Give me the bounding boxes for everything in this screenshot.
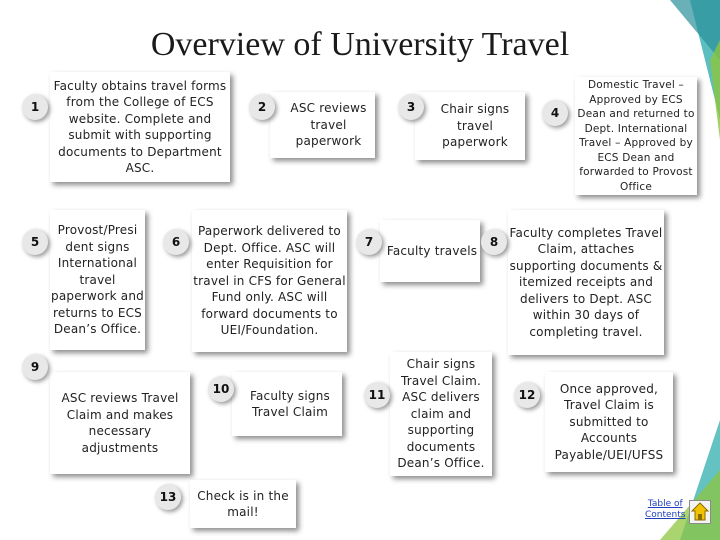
step-number-9: 9 — [22, 354, 48, 380]
step-text-4: Domestic Travel – Approved by ECS Dean and returned to Dept. International Travel – Approved by ECS Dean and forwarded to Provost Office — [577, 79, 695, 193]
step-text-3: Chair signs travel paperwork — [440, 102, 510, 150]
step-number-8: 8 — [481, 229, 507, 255]
step-text-11: Chair signs Travel Claim. ASC delivers claim and supporting documents Dean’s Office. — [397, 357, 485, 471]
step-text-6: Paperwork delivered to Dept. Office. ASC will enter Requisition for travel in CFS for General Fund only. ASC will forward documents to UEI/Foundation. — [193, 224, 346, 338]
step-text-2: ASC reviews travel paperwork — [290, 101, 367, 149]
step-box-11 — [390, 352, 492, 476]
step-box-2 — [270, 92, 375, 158]
step-number-5: 5 — [22, 229, 48, 255]
step-number-1: 1 — [22, 94, 48, 120]
step-box-3 — [415, 92, 525, 160]
step-number-13: 13 — [155, 484, 181, 510]
step-text-10: Faculty signs Travel Claim — [250, 388, 330, 419]
home-icon — [690, 501, 710, 523]
step-text-7: Faculty travels — [386, 243, 478, 258]
table-of-contents-link[interactable] — [645, 499, 685, 521]
step-box-1 — [50, 72, 230, 182]
toc-line-2: Contents — [645, 510, 686, 520]
step-text-1: Faculty obtains travel forms from the College of ECS website. Complete and submit with supporting documents to Department ASC. — [53, 78, 227, 175]
step-box-5 — [50, 210, 145, 350]
step-box-8 — [508, 210, 664, 355]
step-text-9: ASC reviews Travel Claim and makes necessary adjustments — [61, 391, 179, 455]
step-number-10: 10 — [208, 376, 234, 402]
step-number-12: 12 — [514, 382, 540, 408]
step-number-7: 7 — [356, 229, 382, 255]
step-number-2: 2 — [249, 94, 275, 120]
step-text-8: Faculty completes Travel Claim, attaches supporting documents & itemized receipts and delivers to Dept. ASC within 30 days of completing travel. — [509, 225, 663, 339]
step-box-13 — [190, 480, 296, 528]
step-text-13: Check is in the mail! — [197, 488, 289, 519]
step-box-10 — [232, 372, 342, 436]
step-box-9 — [50, 372, 190, 474]
step-box-12 — [545, 372, 673, 472]
step-box-6 — [192, 210, 347, 352]
home-button[interactable] — [689, 500, 711, 524]
step-number-6: 6 — [163, 229, 189, 255]
step-box-7 — [380, 220, 480, 282]
step-number-3: 3 — [398, 94, 424, 120]
step-number-11: 11 — [364, 382, 390, 408]
toc-line-1: Table of — [647, 499, 683, 509]
step-box-4 — [575, 77, 697, 195]
step-text-12: Once approved, Travel Claim is submitted to Accounts Payable/UEI/UFSS — [554, 381, 664, 462]
step-number-4: 4 — [542, 100, 568, 126]
step-text-5: Provost/Presi dent signs International travel paperwork and returns to ECS Dean’s Office. — [51, 223, 144, 337]
page-title: Overview of University Travel — [150, 26, 570, 63]
